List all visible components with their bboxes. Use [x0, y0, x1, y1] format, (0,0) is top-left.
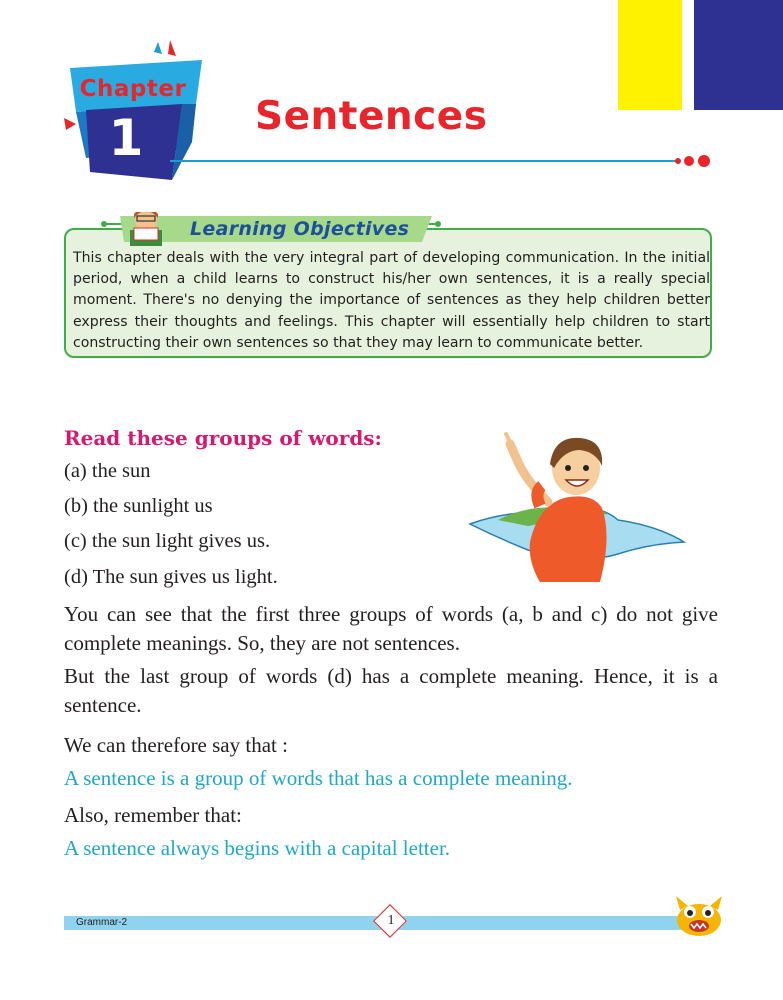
boy-pointing-illustration	[468, 432, 688, 582]
title-underline	[170, 160, 678, 162]
example-d: (d) The sun gives us light.	[64, 566, 278, 588]
underline-dots-decoration	[674, 151, 719, 171]
example-a: (a) the sun	[64, 460, 151, 482]
yellow-corner-block	[618, 0, 682, 110]
paragraph-explanation: You can see that the first three groups of words (a, b and c) do not give complete meanings. So, they are not sentences.	[64, 602, 718, 655]
learning-objectives-text: This chapter deals with the very integral part of developing communication. In the initial period, when a child learns to construct his/her own sentences, it is a really special moment. There's no denying the importance of sentences as they help children better express their thoughts and feelings. This chapter will essentially help children to start constructing their own sentences so that they may learn to communicate better.	[73, 250, 710, 351]
page-number: 1	[387, 913, 395, 928]
chapter-number: 1	[108, 109, 144, 167]
section-heading: Read these groups of words:	[64, 426, 382, 450]
example-c: (c) the sun light gives us.	[64, 530, 271, 552]
paragraph-remember: Also, remember that:	[64, 803, 242, 827]
chapter-label: Chapter	[79, 76, 187, 102]
monster-mascot-icon	[672, 894, 726, 938]
blue-corner-block	[694, 0, 783, 110]
paragraph-last-group: But the last group of words (d) has a complete meaning. Hence, it is a sentence.	[64, 664, 718, 717]
capital-letter-rule: A sentence always begins with a capital letter.	[64, 836, 451, 860]
example-b: (b) the sunlight us	[64, 495, 213, 517]
definition-rule: A sentence is a group of words that has a complete meaning.	[64, 766, 573, 790]
paragraph-therefore: We can therefore say that :	[64, 733, 288, 757]
learning-objectives-heading: Learning Objectives	[190, 218, 410, 240]
footer-book-title: Grammar-2	[76, 917, 128, 928]
page-title: Sentences	[255, 94, 488, 139]
